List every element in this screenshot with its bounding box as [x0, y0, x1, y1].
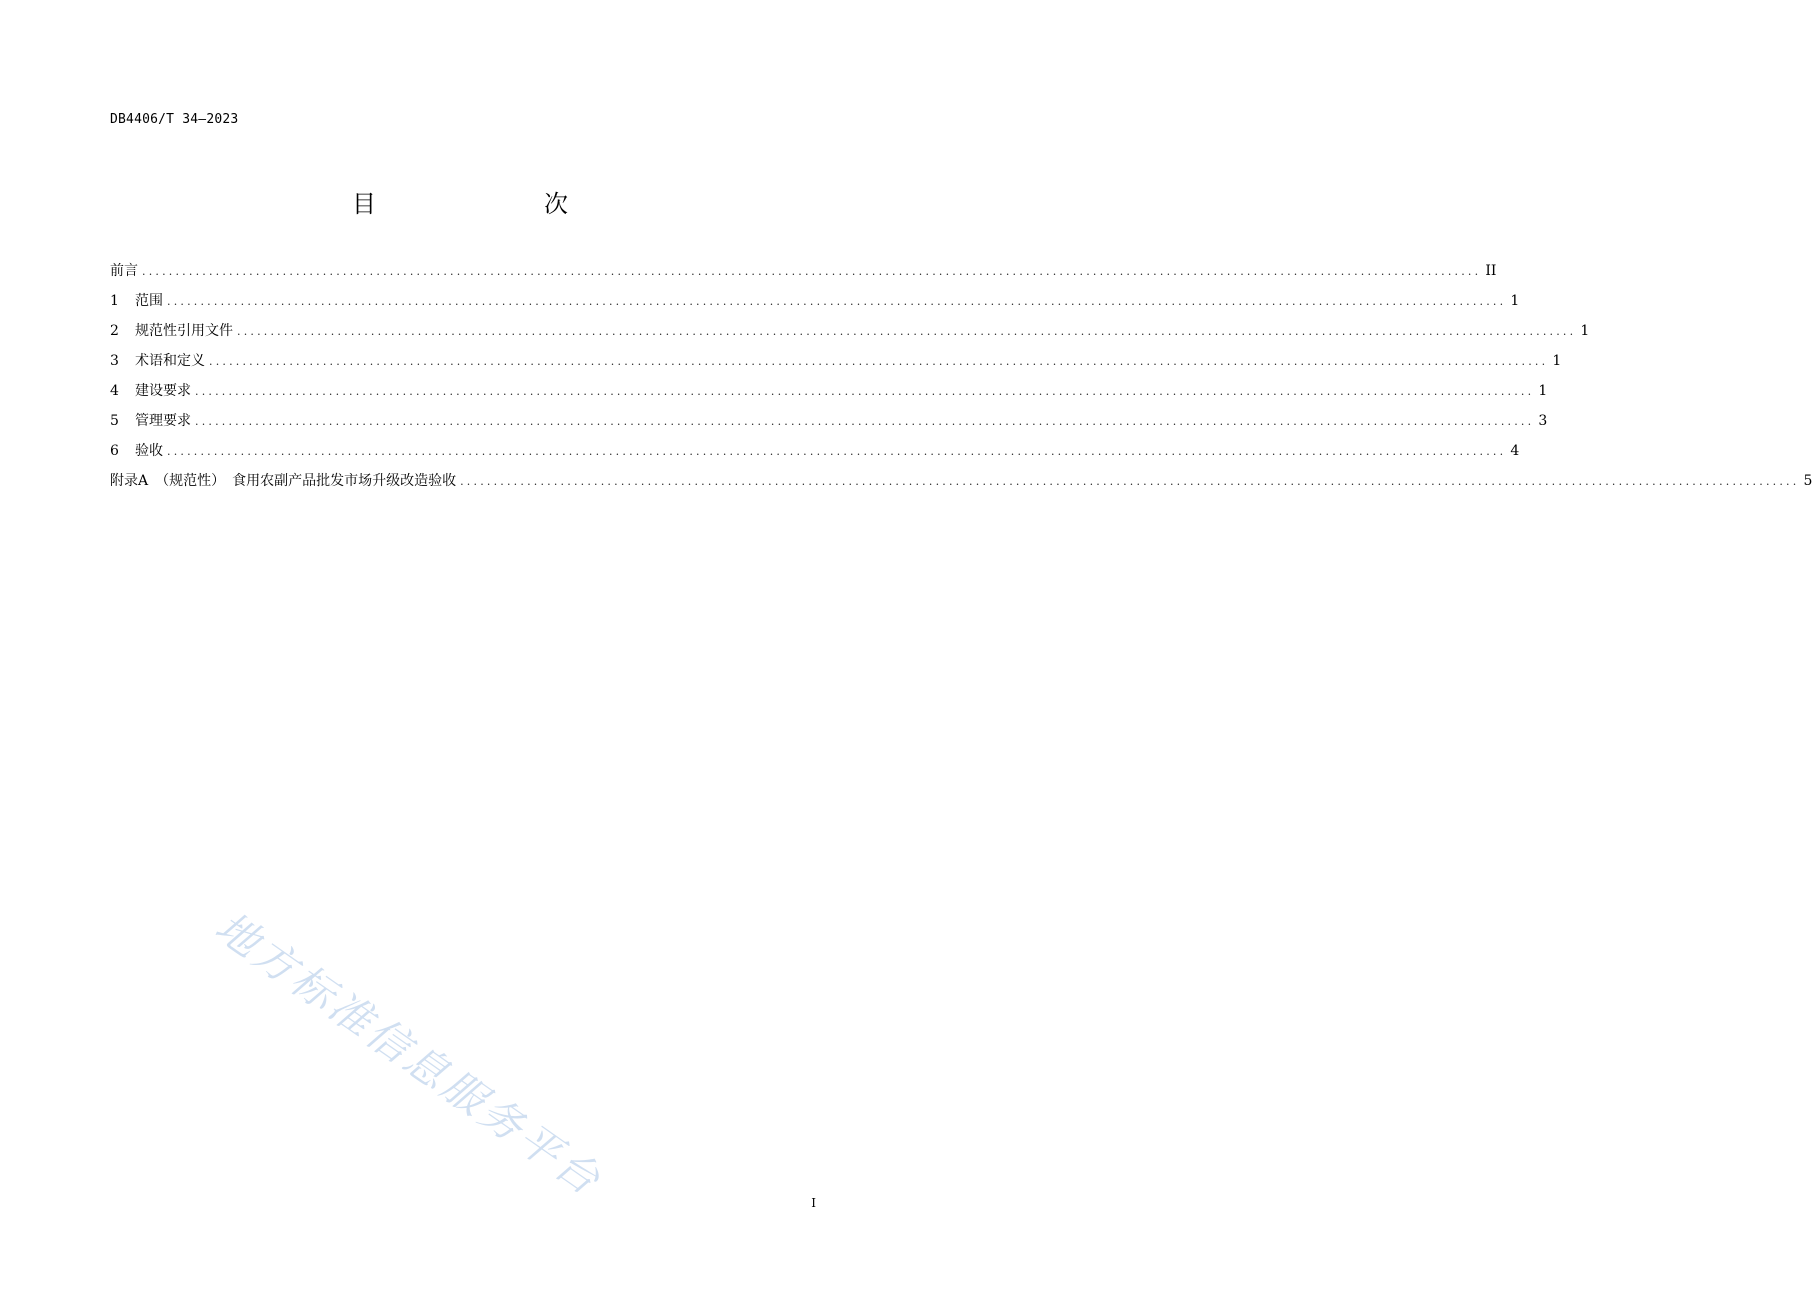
toc-label: 建设要求 [135, 383, 191, 399]
toc-page: 5 [1803, 473, 1812, 489]
toc-number: 2 [110, 323, 119, 339]
toc-label: 规范性引用文件 [135, 323, 233, 339]
toc-number: 5 [110, 413, 119, 429]
toc-number: 4 [110, 383, 119, 399]
toc-leader-dots: ........................................................................................................................................................................................................ [195, 385, 1535, 398]
toc-entry[interactable] [110, 260, 1497, 290]
toc-entry[interactable] [110, 440, 1520, 470]
toc-label: 范围 [135, 293, 163, 309]
toc-leader-dots: ........................................................................................................................................................................................................ [209, 355, 1549, 368]
toc-leader-dots: ........................................................................................................................................................................................................ [237, 325, 1577, 338]
toc-label: 附录A （规范性） 食用农副产品批发市场升级改造验收 [110, 473, 457, 489]
toc-page: 4 [1510, 443, 1520, 459]
toc-leader-dots: ........................................................................................................................................................................................................ [167, 445, 1507, 458]
toc-leader-dots: ........................................................................................................................................................................................................ [142, 265, 1482, 278]
toc-number: 6 [110, 443, 119, 459]
toc-label: 验收 [135, 443, 163, 459]
toc-page: II [1485, 263, 1497, 279]
toc-page: 1 [1510, 293, 1520, 309]
table-of-contents [110, 260, 1812, 500]
page-title: 目 次 [352, 190, 608, 218]
toc-entry[interactable] [110, 350, 1562, 380]
document-code: DB4406/T 34—2023 [110, 112, 239, 127]
toc-entry[interactable] [110, 380, 1548, 410]
watermark: 地方标准信息服务平台 [206, 901, 612, 1206]
toc-number: 1 [110, 293, 119, 309]
toc-page: 1 [1552, 353, 1562, 369]
toc-page: 1 [1538, 383, 1548, 399]
toc-entry[interactable] [110, 410, 1548, 440]
toc-entry[interactable] [110, 470, 1812, 500]
toc-number: 3 [110, 353, 119, 369]
toc-page: 1 [1580, 323, 1590, 339]
toc-label: 前言 [110, 263, 138, 279]
toc-leader-dots: ........................................................................................................................................................................................................ [167, 295, 1507, 308]
toc-leader-dots: ........................................................................................................................................................................................................ [195, 415, 1535, 428]
toc-page: 3 [1538, 413, 1548, 429]
toc-label: 术语和定义 [135, 353, 205, 369]
page-number: I [811, 1196, 816, 1210]
toc-entry[interactable] [110, 290, 1520, 320]
toc-leader-dots: ........................................................................................................................................................................................................ [460, 475, 1800, 488]
toc-label: 管理要求 [135, 413, 191, 429]
toc-entry[interactable] [110, 320, 1590, 350]
